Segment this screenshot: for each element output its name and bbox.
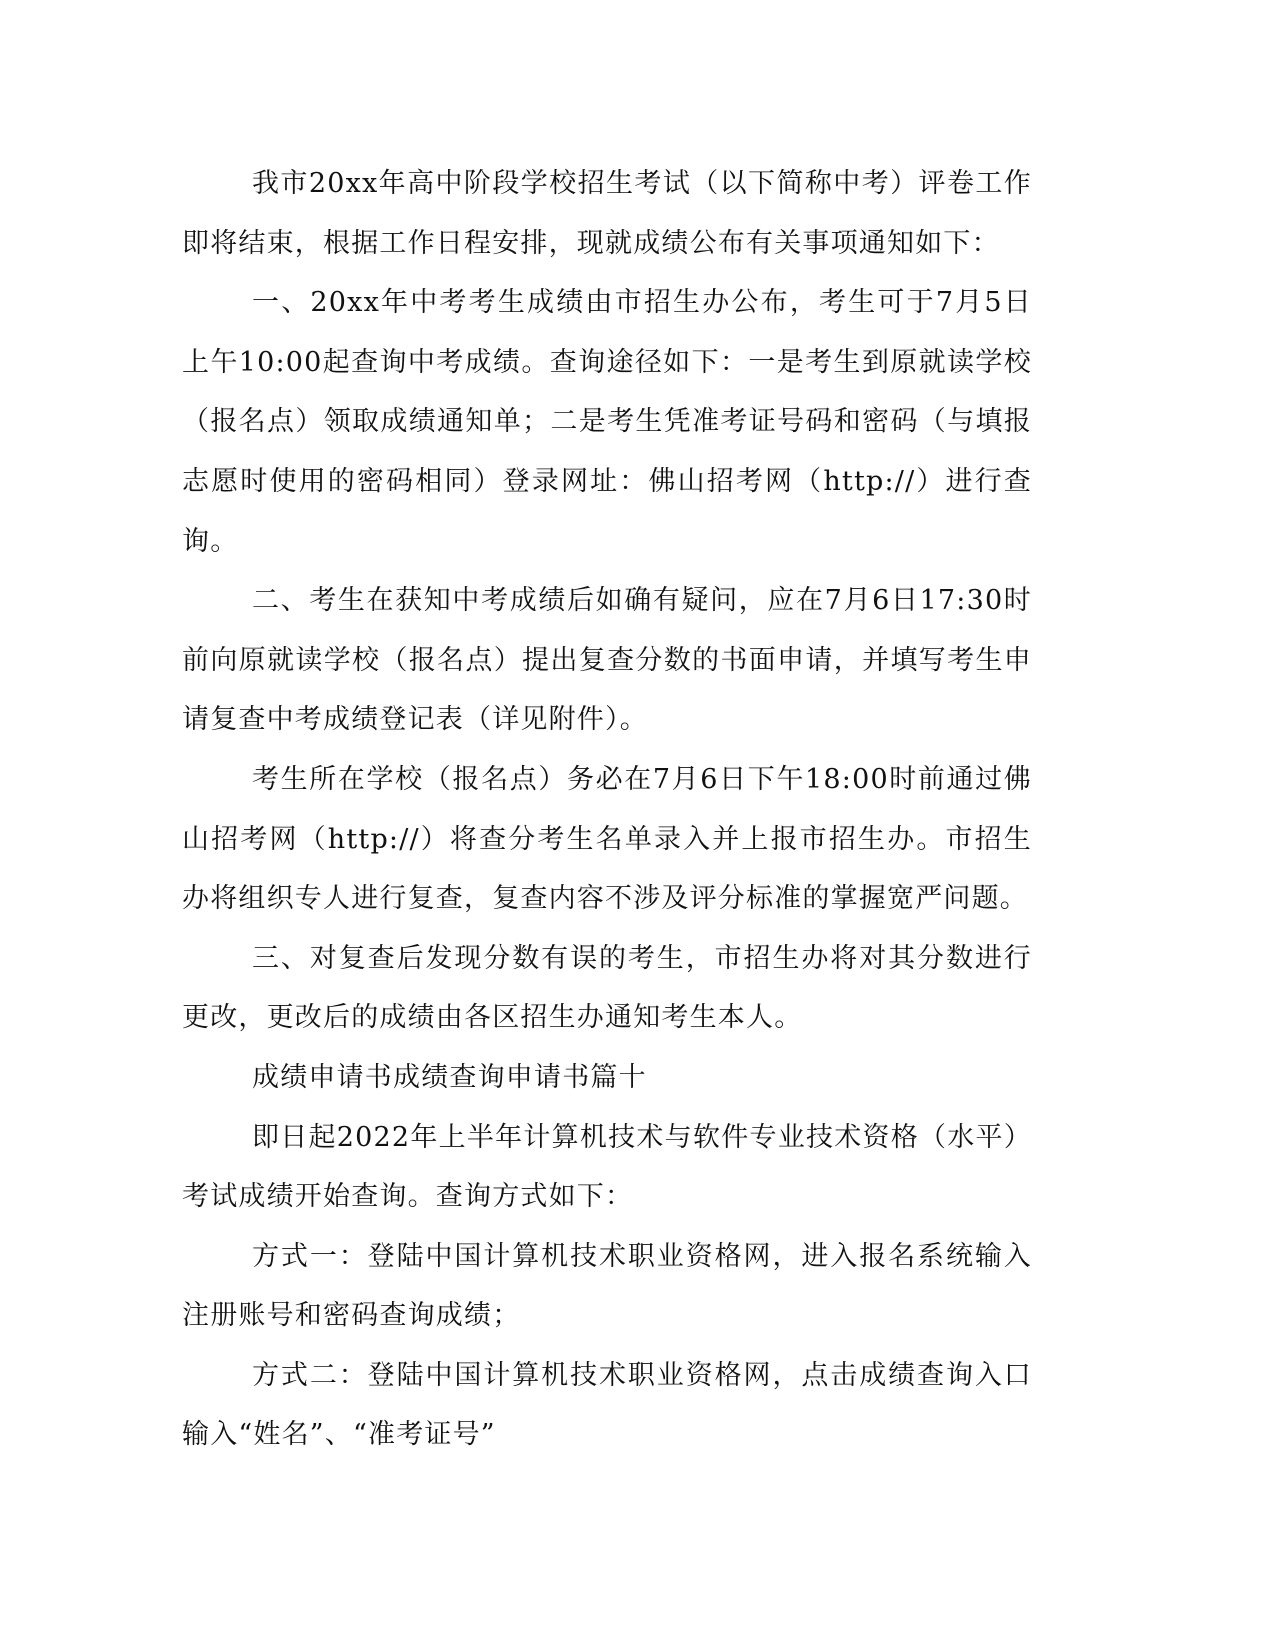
document-body [182, 154, 1032, 1465]
paragraph-school-submission: 考生所在学校（报名点）务必在7月6日下午18:00时前通过佛山招考网（http://）将查分考生名单录入并上报市招生办。市招生办将组织专人进行复查，复查内容不涉及评分标准的掌握宽严问题。 [182, 763, 1032, 915]
section-heading: 成绩申请书成绩查询申请书篇十 [252, 1061, 647, 1093]
paragraph-exam-query: 即日起2022年上半年计算机技术与软件专业技术资格（水平）考试成绩开始查询。查询方式如下： [182, 1121, 1032, 1213]
paragraph-item-two: 二、考生在获知中考成绩后如确有疑问，应在7月6日17:30时前向原就读学校（报名点）提出复查分数的书面申请，并填写考生申请复查中考成绩登记表（详见附件）。 [182, 585, 1032, 736]
paragraph-method-one: 方式一：登陆中国计算机技术职业资格网，进入报名系统输入注册账号和密码查询成绩； [182, 1240, 1032, 1332]
paragraph-intro: 我市20xx年高中阶段学校招生考试（以下简称中考）评卷工作即将结束，根据工作日程安排，现就成绩公布有关事项通知如下： [182, 168, 1032, 259]
paragraph-item-one: 一、20xx年中考考生成绩由市招生办公布，考生可于7月5日上午10:00起查询中考成绩。查询途径如下：一是考生到原就读学校（报名点）领取成绩通知单；二是考生凭准考证号码和密码（与填报志愿时使用的密码相同）登录网址：佛山招考网（http://）进行查询。 [182, 287, 1032, 557]
paragraph-method-two: 方式二：登陆中国计算机技术职业资格网，点击成绩查询入口输入“姓名”、“准考证号” [182, 1359, 1032, 1451]
paragraph-item-three: 三、对复查后发现分数有误的考生，市招生办将对其分数进行更改，更改后的成绩由各区招生办通知考生本人。 [182, 942, 1032, 1034]
